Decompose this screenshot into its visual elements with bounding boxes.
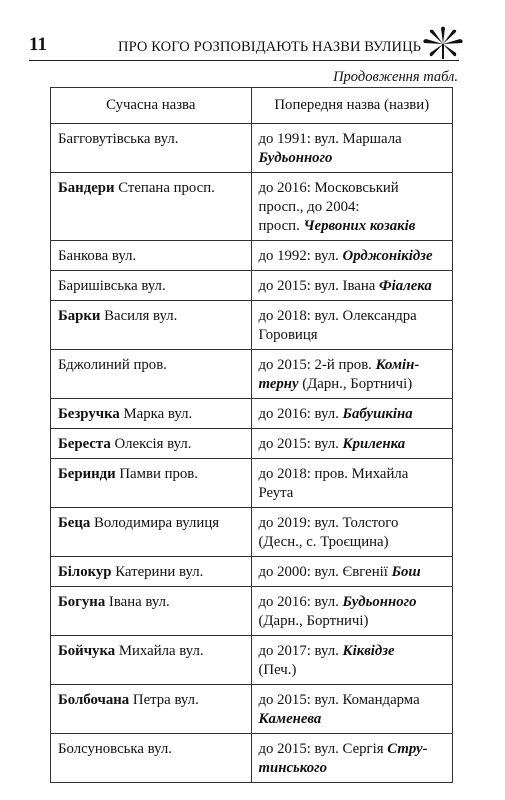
former-name-highlight: Фіалека xyxy=(379,278,432,294)
surname: Береста xyxy=(58,436,111,452)
previous-name-text: до 1991: вул. Маршала xyxy=(258,131,402,147)
table-row xyxy=(51,429,453,459)
previous-name-text: до 2017: вул. xyxy=(258,643,343,659)
surname: Безручка xyxy=(58,406,120,422)
table-row xyxy=(51,557,453,587)
current-name-cell xyxy=(51,350,252,399)
header-rule xyxy=(29,60,459,61)
previous-name-text: до 2015: вул. Сергія xyxy=(258,741,388,757)
column-header-current: Сучасна назва xyxy=(51,88,252,124)
previous-name-text: до 2016: вул. xyxy=(258,594,343,610)
current-name-text: Володимира вулиця xyxy=(90,515,220,531)
previous-name-cell xyxy=(251,429,453,459)
table-row xyxy=(51,173,453,241)
surname: Барки xyxy=(58,308,101,324)
former-name-highlight: терну xyxy=(258,376,299,392)
previous-name-text: до 2019: вул. Толстого xyxy=(258,515,399,531)
current-name-cell xyxy=(51,734,252,783)
table-body xyxy=(51,124,453,783)
table-row xyxy=(51,508,453,557)
previous-name-text: просп., до 2004: xyxy=(258,199,360,215)
table-row xyxy=(51,685,453,734)
former-name-highlight: Будьонного xyxy=(342,594,417,610)
previous-name-text: Реута xyxy=(258,485,294,501)
previous-name-text: до 2016: Московський xyxy=(258,180,399,196)
former-name-highlight: Криленка xyxy=(342,436,406,452)
previous-name-text: до 2000: вул. Євгенії xyxy=(258,564,392,580)
previous-name-text: Горовиця xyxy=(258,327,318,343)
surname: Бандери xyxy=(58,180,115,196)
chestnut-leaf-icon xyxy=(420,26,466,60)
running-title: ПРО КОГО РОЗПОВІДАЮТЬ НАЗВИ ВУЛИЦЬ xyxy=(118,39,422,55)
table-row xyxy=(51,587,453,636)
surname: Болбочана xyxy=(58,692,130,708)
current-name-cell xyxy=(51,399,252,429)
current-name-text: Михайла вул. xyxy=(115,643,204,659)
previous-name-cell xyxy=(251,459,453,508)
former-name-highlight: Бош xyxy=(391,564,421,580)
previous-name-text: до 1992: вул. xyxy=(258,248,343,264)
previous-name-cell xyxy=(251,241,453,271)
surname: Беца xyxy=(58,515,91,531)
previous-name-cell xyxy=(251,587,453,636)
previous-name-text: до 2015: вул. xyxy=(258,436,343,452)
current-name-cell xyxy=(51,173,252,241)
previous-name-text: до 2015: вул. Командарма xyxy=(258,692,420,708)
table-row xyxy=(51,350,453,399)
previous-name-cell xyxy=(251,399,453,429)
page-number: 11 xyxy=(29,34,47,55)
previous-name-cell xyxy=(251,508,453,557)
former-name-highlight: Будьонного xyxy=(258,150,333,166)
current-name-text: Баришівська вул. xyxy=(58,278,166,294)
current-name-text: Багговутівська вул. xyxy=(58,131,179,147)
current-name-cell xyxy=(51,587,252,636)
table-row xyxy=(51,241,453,271)
previous-name-text: (Дарн., Бортничі) xyxy=(258,613,369,629)
current-name-cell xyxy=(51,124,252,173)
street-names-table xyxy=(50,87,453,783)
current-name-text: Банкова вул. xyxy=(58,248,137,264)
current-name-text: Івана вул. xyxy=(105,594,170,610)
current-name-cell xyxy=(51,685,252,734)
previous-name-text: до 2015: 2-й пров. xyxy=(258,357,376,373)
current-name-text: Болсуновська вул. xyxy=(58,741,172,757)
former-name-highlight: Каменева xyxy=(258,711,322,727)
previous-name-cell xyxy=(251,173,453,241)
current-name-text: Степана просп. xyxy=(114,180,215,196)
continuation-note: Продовження табл. xyxy=(333,69,458,85)
table-row xyxy=(51,734,453,783)
current-name-text: Василя вул. xyxy=(100,308,178,324)
current-name-text: Бджолиний пров. xyxy=(58,357,167,373)
current-name-text: Катерини вул. xyxy=(111,564,204,580)
column-header-previous: Попередня назва (назви) xyxy=(251,88,453,124)
former-name-highlight: Кіквідзе xyxy=(342,643,395,659)
surname: Беринди xyxy=(58,466,116,482)
former-name-highlight: Орджонікідзе xyxy=(342,248,433,264)
previous-name-cell xyxy=(251,636,453,685)
table-row xyxy=(51,124,453,173)
table-row xyxy=(51,399,453,429)
current-name-cell xyxy=(51,557,252,587)
current-name-cell xyxy=(51,301,252,350)
table-row xyxy=(51,271,453,301)
previous-name-cell xyxy=(251,271,453,301)
previous-name-text: (Дарн., Бортничі) xyxy=(298,376,413,392)
previous-name-cell xyxy=(251,301,453,350)
current-name-cell xyxy=(51,429,252,459)
current-name-text: Памви пров. xyxy=(115,466,198,482)
table-row xyxy=(51,636,453,685)
former-name-highlight: Стру- xyxy=(387,741,428,757)
current-name-cell xyxy=(51,271,252,301)
previous-name-text: (Десн., с. Троєщина) xyxy=(258,534,389,550)
previous-name-cell xyxy=(251,685,453,734)
previous-name-cell xyxy=(251,734,453,783)
table-row xyxy=(51,459,453,508)
surname: Богуна xyxy=(58,594,106,610)
current-name-cell xyxy=(51,636,252,685)
surname: Бойчука xyxy=(58,643,116,659)
former-name-highlight: тинського xyxy=(258,760,327,776)
previous-name-text: до 2015: вул. Івана xyxy=(258,278,380,294)
former-name-highlight: Комін- xyxy=(375,357,420,373)
former-name-highlight: Бабушкіна xyxy=(342,406,413,422)
previous-name-cell xyxy=(251,350,453,399)
previous-name-text: до 2018: вул. Олександра xyxy=(258,308,417,324)
current-name-text: Петра вул. xyxy=(129,692,199,708)
former-name-highlight: Червоних козаків xyxy=(303,218,416,234)
current-name-cell xyxy=(51,459,252,508)
table-header-row xyxy=(51,88,453,124)
current-name-text: Олексія вул. xyxy=(110,436,192,452)
previous-name-cell xyxy=(251,124,453,173)
table-row xyxy=(51,301,453,350)
current-name-text: Марка вул. xyxy=(119,406,193,422)
previous-name-text: до 2018: пров. Михайла xyxy=(258,466,409,482)
previous-name-cell xyxy=(251,557,453,587)
previous-name-text: просп. xyxy=(258,218,304,234)
surname: Білокур xyxy=(58,564,112,580)
current-name-cell xyxy=(51,241,252,271)
previous-name-text: (Печ.) xyxy=(258,662,297,678)
previous-name-text: до 2016: вул. xyxy=(258,406,343,422)
current-name-cell xyxy=(51,508,252,557)
